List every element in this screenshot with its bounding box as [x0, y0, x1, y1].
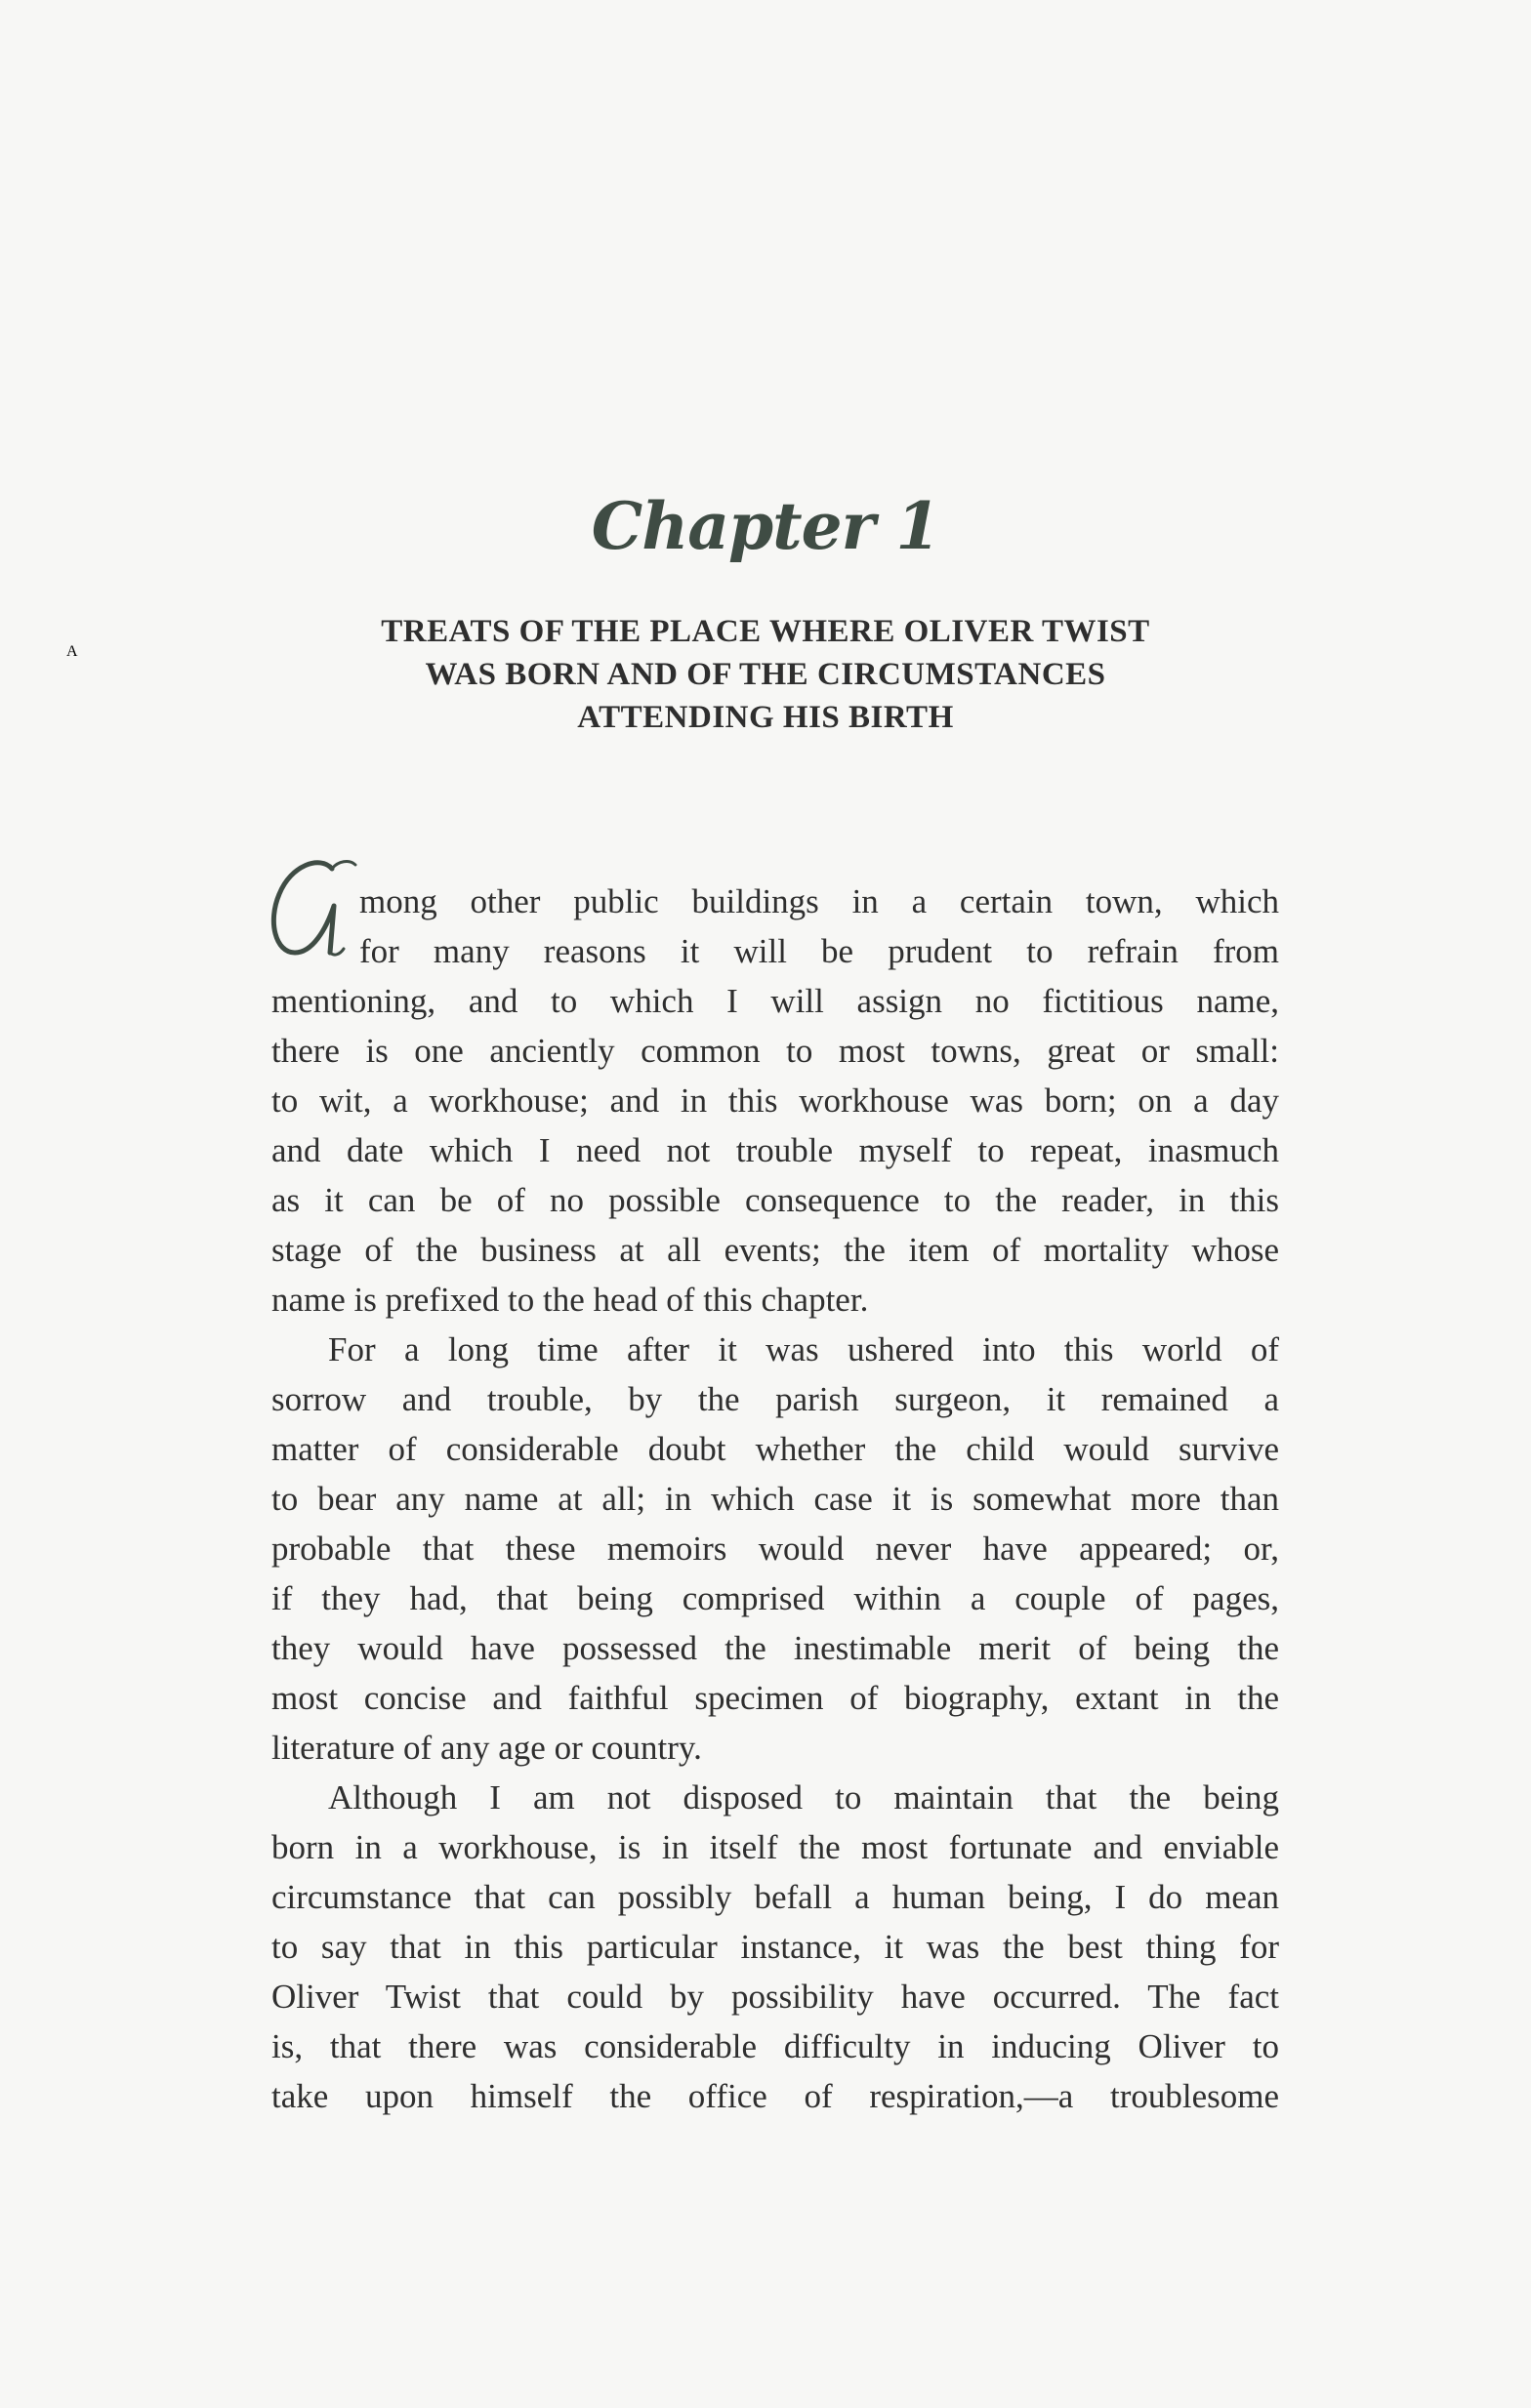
text-line: as it can be of no possible consequence to the reader, in this [271, 1181, 1279, 1219]
text-line: literature of any age or country. [271, 1729, 702, 1767]
text-line: Although I am not disposed to maintain that the being [328, 1778, 1279, 1816]
text-line: For a long time after it was ushered into this world of [328, 1330, 1279, 1368]
text-line: to bear any name at all; in which case it is somewhat more than [271, 1480, 1279, 1518]
text-line: to say that in this particular instance, it was the best thing for [271, 1928, 1279, 1966]
text-line: name is prefixed to the head of this chapter. [271, 1281, 869, 1319]
text-line: born in a workhouse, is in itself the most fortunate and enviable [271, 1828, 1279, 1866]
chapter-subtitle-line: WAS BORN AND OF THE CIRCUMSTANCES [425, 657, 1106, 692]
text-line: Oliver Twist that could by possibility have occurred. The fact [271, 1978, 1279, 2016]
chapter-subtitle [0, 610, 1531, 739]
text-line: take upon himself the office of respiration,—a troublesome [271, 2077, 1279, 2115]
text-line: mentioning, and to which I will assign no fictitious name, [271, 982, 1279, 1020]
text-line: they would have possessed the inestimable merit of being the [271, 1629, 1279, 1667]
text-line: there is one anciently common to most towns, great or small: [271, 1032, 1279, 1070]
chapter-heading: Chapter 1 [591, 488, 940, 564]
text-line: is, that there was considerable difficulty in inducing Oliver to [271, 2027, 1279, 2065]
text-line: circumstance that can possibly befall a human being, I do mean [271, 1878, 1279, 1916]
text-line: mong other public buildings in a certain town, which [359, 882, 1279, 920]
text-line: matter of considerable doubt whether the child would survive [271, 1430, 1279, 1468]
text-line: if they had, that being comprised within a couple of pages, [271, 1579, 1279, 1617]
text-line: most concise and faithful specimen of biography, extant in the [271, 1679, 1279, 1717]
text-line: sorrow and trouble, by the parish surgeon, it remained a [271, 1380, 1279, 1418]
text-line: to wit, a workhouse; and in this workhouse was born; on a day [271, 1082, 1279, 1120]
text-line: for many reasons it will be prudent to refrain from [359, 932, 1279, 970]
chapter-subtitle-line: ATTENDING HIS BIRTH [577, 700, 954, 735]
body-text [271, 877, 1279, 2121]
text-line: and date which I need not trouble myself to repeat, inasmuch [271, 1131, 1279, 1169]
text-line: stage of the business at all events; the item of mortality whose [271, 1231, 1279, 1269]
text-line: probable that these memoirs would never have appeared; or, [271, 1530, 1279, 1568]
chapter-subtitle-line: TREATS OF THE PLACE WHERE OLIVER TWIST [381, 614, 1150, 649]
drop-cap-letter: A [66, 643, 78, 660]
